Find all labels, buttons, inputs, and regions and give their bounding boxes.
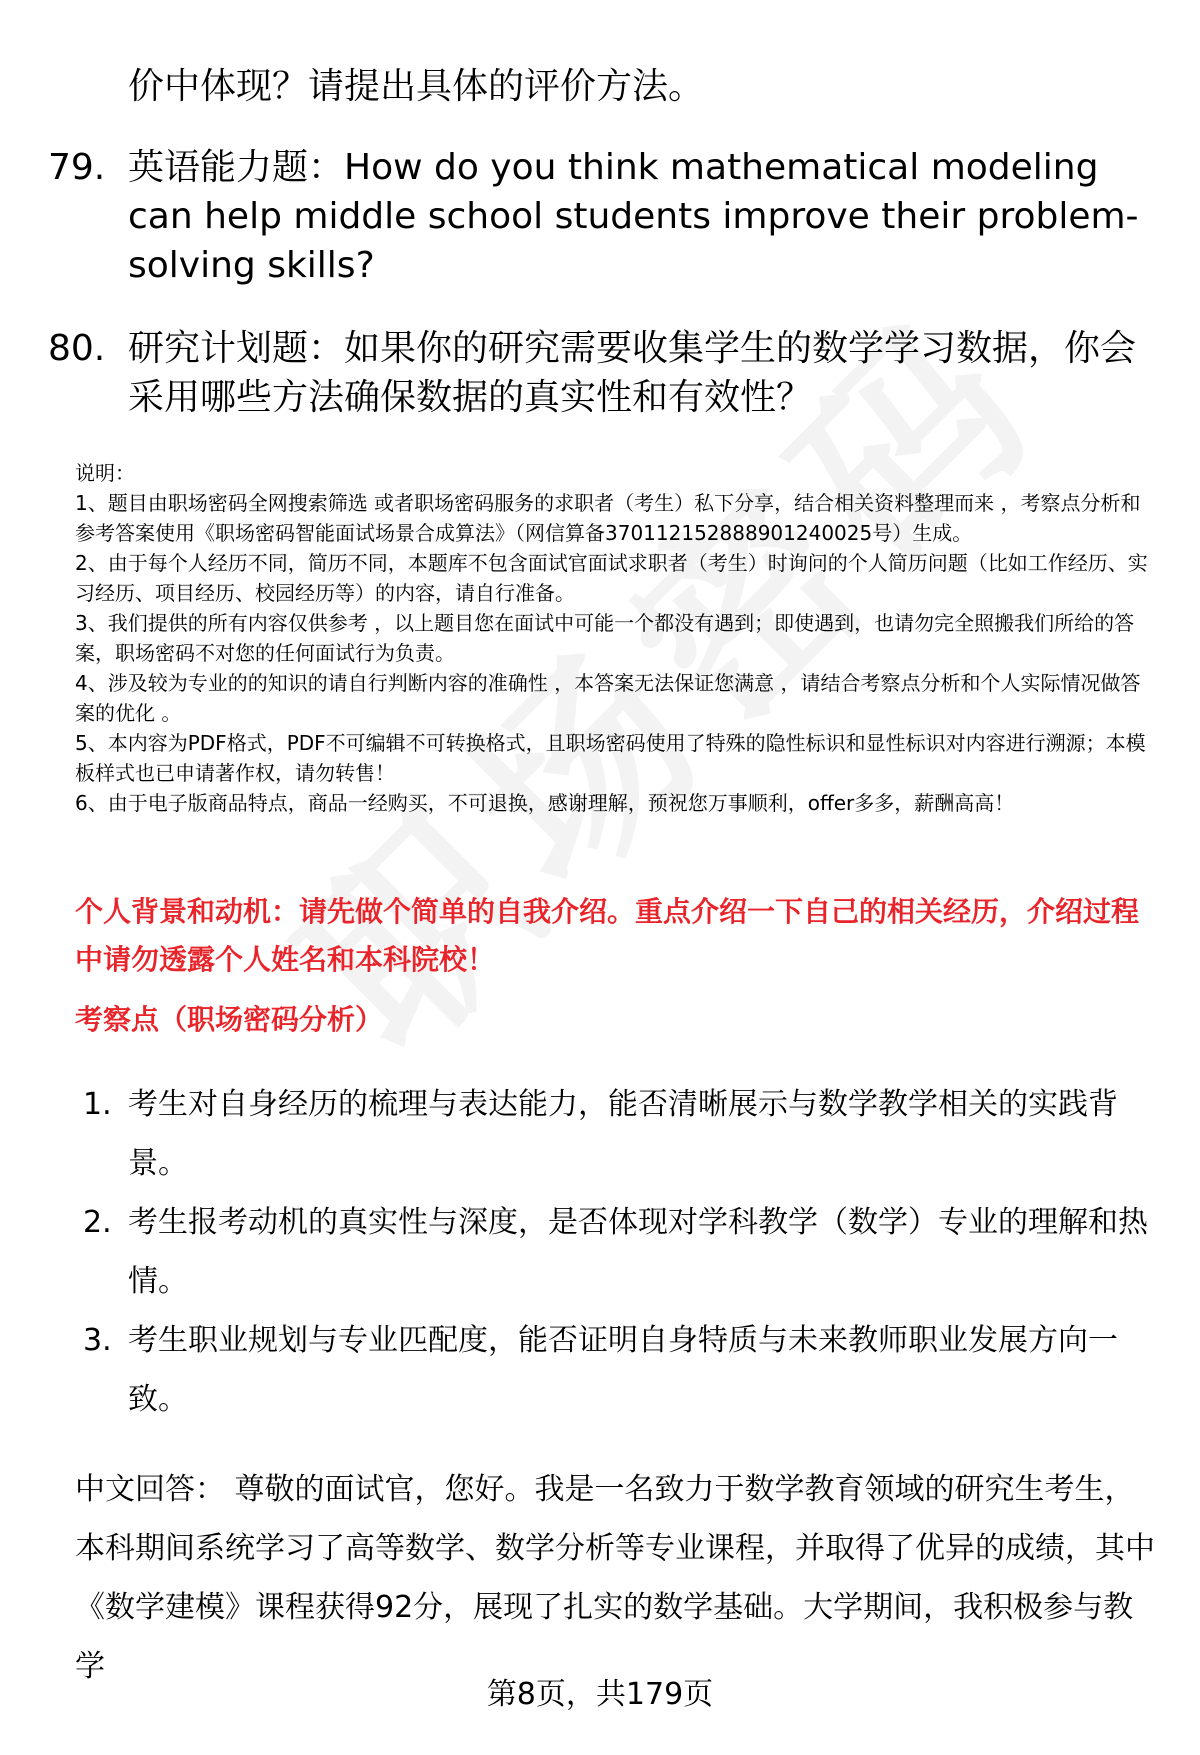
question-text: 英语能力题：How do you think mathematical modeling can help middle school students improve their problem-solving skills? — [128, 147, 1139, 286]
list-item — [80, 1075, 1160, 1193]
list-item-text: 考生对自身经历的梳理与表达能力，能否清晰展示与数学教学相关的实践背景。 — [128, 1087, 1118, 1181]
analysis-heading: 考察点（职场密码分析） — [75, 1003, 384, 1036]
list-item — [80, 1193, 1160, 1311]
note-item: 5、本内容为PDF格式，PDF不可编辑不可转换格式，且职场密码使用了特殊的隐性标识和显性标识对内容进行溯源；本模板样式也已申请著作权，请勿转售！ — [75, 731, 1146, 785]
list-item-text: 考生报考动机的真实性与深度，是否体现对学科教学（数学）专业的理解和热情。 — [128, 1205, 1148, 1299]
note-item: 6、由于电子版商品特点，商品一经购买，不可退换，感谢理解，预祝您万事顺利，offer多多，薪酬高高！ — [75, 791, 1015, 815]
page-footer: 第8页，共179页 — [486, 1677, 714, 1712]
notes-section — [75, 458, 1160, 818]
list-item-number: 3. — [83, 1323, 112, 1358]
continuation-text: 价中体现？请提出具体的评价方法。 — [128, 66, 705, 107]
list-item — [80, 1311, 1160, 1429]
note-item: 3、我们提供的所有内容仅供参考 ，以上题目您在面试中可能一个都没有遇到；即使遇到，也请勿完全照搬我们所给的答案，职场密码不对您的任何面试行为负责。 — [75, 611, 1135, 665]
section-heading: 个人背景和动机：请先做个简单的自我介绍。重点介绍一下自己的相关经历，介绍过程中请勿透露个人姓名和本科院校！ — [75, 895, 1140, 976]
analysis-points — [80, 1075, 1160, 1429]
list-item-text: 考生职业规划与专业匹配度，能否证明自身特质与未来教师职业发展方向一致。 — [128, 1323, 1118, 1417]
note-item: 1、题目由职场密码全网搜索筛选 或者职场密码服务的求职者（考生）私下分享，结合相关资料整理而来 ，考察点分析和参考答案使用《职场密码智能面试场景合成算法》（网信算备370112152888901240025号）生成。 — [75, 491, 1141, 545]
note-item: 4、涉及较为专业的的知识的请自行判断内容的准确性 ，本答案无法保证您满意 ，请结合考察点分析和个人实际情况做答案的优化 。 — [75, 671, 1141, 725]
question-item — [48, 324, 1168, 422]
notes-title: 说明： — [75, 461, 135, 485]
question-item — [48, 143, 1168, 290]
question-number: 79. — [48, 147, 106, 188]
note-item: 2、由于每个人经历不同，简历不同，本题库不包含面试官面试求职者（考生）时询问的个人简历问题（比如工作经历、实习经历、项目经历、校园经历等）的内容，请自行准备。 — [75, 551, 1148, 605]
list-item-number: 2. — [83, 1205, 112, 1240]
question-text: 研究计划题：如果你的研究需要收集学生的数学学习数据，你会采用哪些方法确保数据的真实性和有效性？ — [128, 328, 1137, 418]
list-item-number: 1. — [83, 1087, 112, 1122]
question-number: 80. — [48, 328, 106, 369]
answer-text: 中文回答： 尊敬的面试官，您好。我是一名致力于数学教育领域的研究生考生，本科期间系统学习了高等数学、数学分析等专业课程，并取得了优异的成绩，其中《数学建模》课程获得92分，展现了扎实的数学基础。大学期间，我积极参与教学 — [75, 1472, 1155, 1684]
